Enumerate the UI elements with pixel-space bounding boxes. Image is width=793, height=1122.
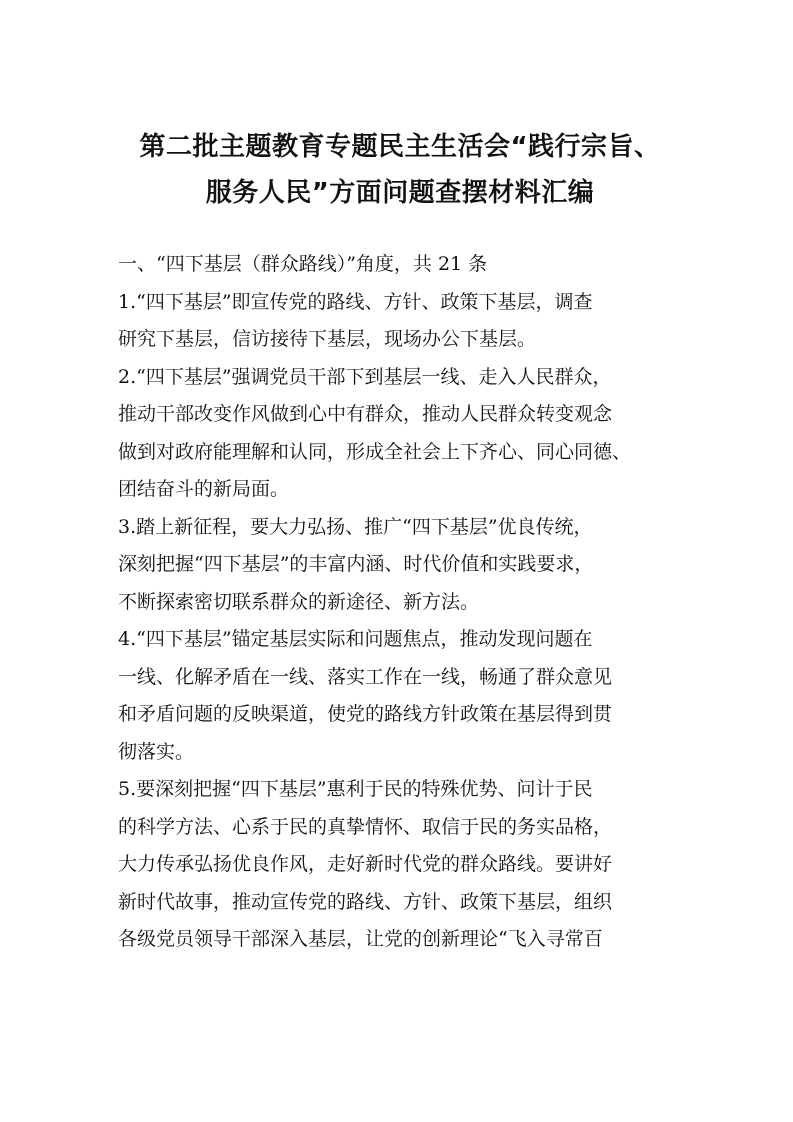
paragraph-line: 4.“四下基层”锚定基层实际和问题焦点，推动发现问题在 [118, 628, 593, 650]
paragraph-3 [118, 509, 678, 622]
paragraph-line: 和矛盾问题的反映渠道，使党的路线方针政策在基层得到贯 [118, 703, 613, 725]
document-body [118, 246, 678, 959]
paragraph-line: 彻落实。 [118, 740, 195, 763]
paragraph-line: 1.“四下基层”即宣传党的路线、方针、政策下基层，调查 [118, 290, 593, 313]
paragraph-line: 深刻把握“四下基层”的丰富内涵、时代价值和实践要求， [118, 553, 594, 575]
paragraph-line: 新时代故事，推动宣传党的路线、方针、政策下基层，组织 [118, 890, 613, 913]
title-line-2: 服务人民”方面问题查摆材料汇编 [205, 178, 595, 208]
paragraph-line: 做到对政府能理解和认同，形成全社会上下齐心、同心同德、 [118, 440, 632, 463]
paragraph-line: 5.要深刻把握“四下基层”惠利于民的特殊优势、问计于民 [118, 778, 593, 800]
paragraph-line: 大力传承弘扬优良作风，走好新时代党的群众路线。要讲好 [118, 853, 613, 875]
paragraph-line: 3.踏上新征程，要大力弘扬、推广“四下基层”优良传统， [118, 515, 593, 538]
paragraph-line: 团结奋斗的新局面。 [118, 478, 290, 500]
paragraph-5 [118, 771, 678, 959]
paragraph-line: 的科学方法、心系于民的真挚情怀、取信于民的务实品格， [118, 815, 613, 838]
section-heading: 一、“四下基层（群众路线）”角度，共 21 条 [118, 253, 488, 275]
paragraph-line: 不断探索密切联系群众的新途径、新方法。 [118, 590, 480, 613]
document-title [100, 124, 700, 216]
paragraph-line: 2.“四下基层”强调党员干部下到基层一线、走入人民群众， [118, 365, 612, 388]
paragraph-line: 一线、化解矛盾在一线、落实工作在一线，畅通了群众意见 [118, 665, 613, 688]
title-line-1: 第二批主题教育专题民主生活会“践行宗旨、 [139, 132, 661, 162]
paragraph-1 [118, 284, 678, 359]
paragraph-4 [118, 621, 678, 771]
paragraph-2 [118, 359, 678, 509]
paragraph-line: 各级党员领导干部深入基层，让党的创新理论“飞入寻常百 [118, 928, 603, 950]
paragraph-line: 推动干部改变作风做到心中有群众，推动人民群众转变观念 [118, 403, 613, 425]
paragraph-line: 研究下基层，信访接待下基层，现场办公下基层。 [118, 328, 537, 350]
